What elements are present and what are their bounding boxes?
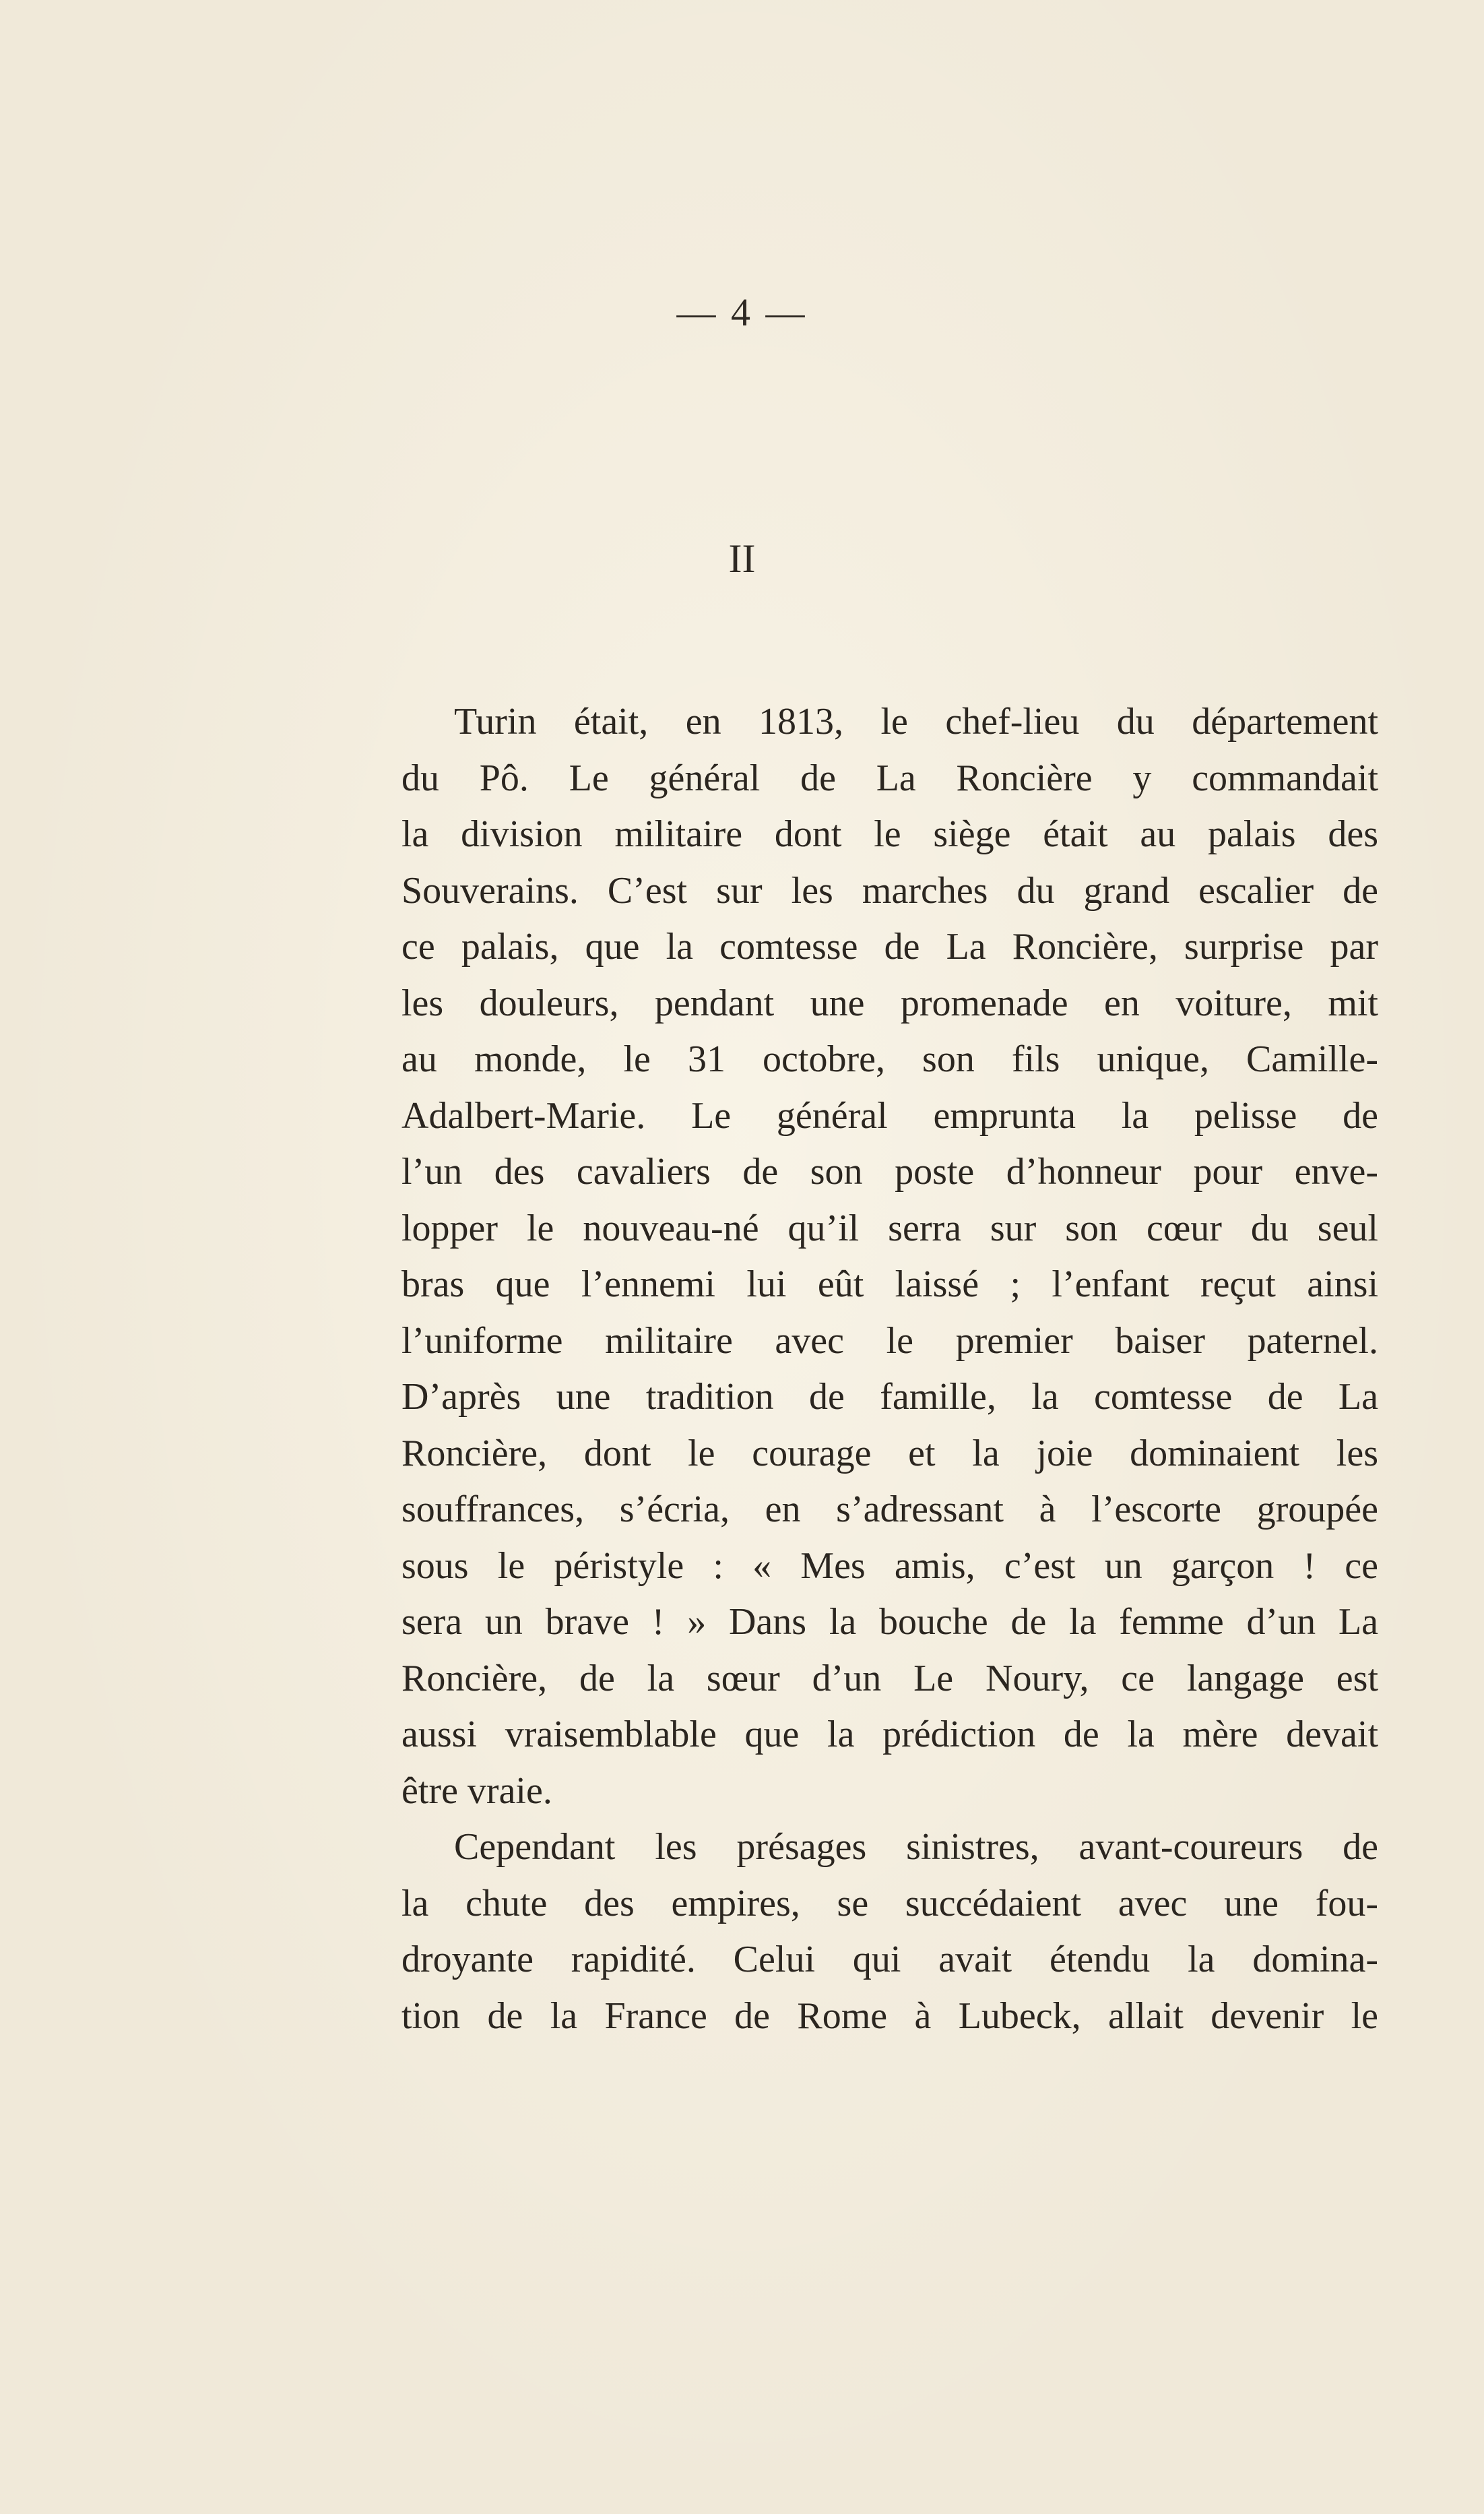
text-line: souffrances, s’écria, en s’adressant à l’escorte groupée xyxy=(401,1488,1378,1530)
text-line: aussi vraisemblable que la prédiction de la mère devait xyxy=(401,1714,1378,1755)
text-line: lopper le nouveau-né qu’il serra sur son cœur du seul xyxy=(401,1207,1378,1249)
text-line: sous le péristyle : « Mes amis, c’est un garçon ! ce xyxy=(401,1544,1378,1587)
text-line: la chute des empires, se succédaient avec une fou- xyxy=(401,1882,1378,1924)
text-line: Turin était, en 1813, le chef-lieu du département xyxy=(454,701,1378,743)
text-line: être vraie. xyxy=(401,1769,552,1812)
text-line: sera un brave ! » Dans la bouche de la femme d’un La xyxy=(401,1601,1378,1643)
text-line: Adalbert-Marie. Le général emprunta la pelisse de xyxy=(401,1094,1378,1137)
text-line: Souverains. C’est sur les marches du grand escalier de xyxy=(401,869,1378,912)
text-line: l’uniforme militaire avec le premier baiser paternel. xyxy=(401,1319,1378,1362)
text-line: Cependant les présages sinistres, avant-coureurs de xyxy=(454,1826,1378,1868)
text-line: les douleurs, pendant une promenade en voiture, mit xyxy=(401,982,1378,1024)
text-line: du Pô. Le général de La Roncière y commandait xyxy=(401,757,1378,799)
text-line: l’un des cavaliers de son poste d’honneur pour enve- xyxy=(401,1151,1378,1193)
text-line: bras que l’ennemi lui eût laissé ; l’enfant reçut ainsi xyxy=(401,1263,1378,1305)
text-line: la division militaire dont le siège était au palais des xyxy=(401,813,1378,855)
text-line: au monde, le 31 octobre, son fils unique, Camille- xyxy=(401,1038,1378,1080)
text-line: Roncière, dont le courage et la joie dominaient les xyxy=(401,1432,1378,1474)
page-number: — 4 — xyxy=(676,290,808,334)
text-line: tion de la France de Rome à Lubeck, allait devenir le xyxy=(401,1994,1378,2037)
text-line: droyante rapidité. Celui qui avait étendu la domina- xyxy=(401,1939,1378,1980)
body-text xyxy=(401,694,1378,2044)
text-line: Roncière, de la sœur d’un Le Noury, ce langage est xyxy=(401,1657,1378,1699)
text-line: ce palais, que la comtesse de La Roncière, surprise par xyxy=(401,926,1378,968)
chapter-heading: II xyxy=(728,536,756,581)
text-line: D’après une tradition de famille, la comtesse de La xyxy=(401,1376,1378,1418)
